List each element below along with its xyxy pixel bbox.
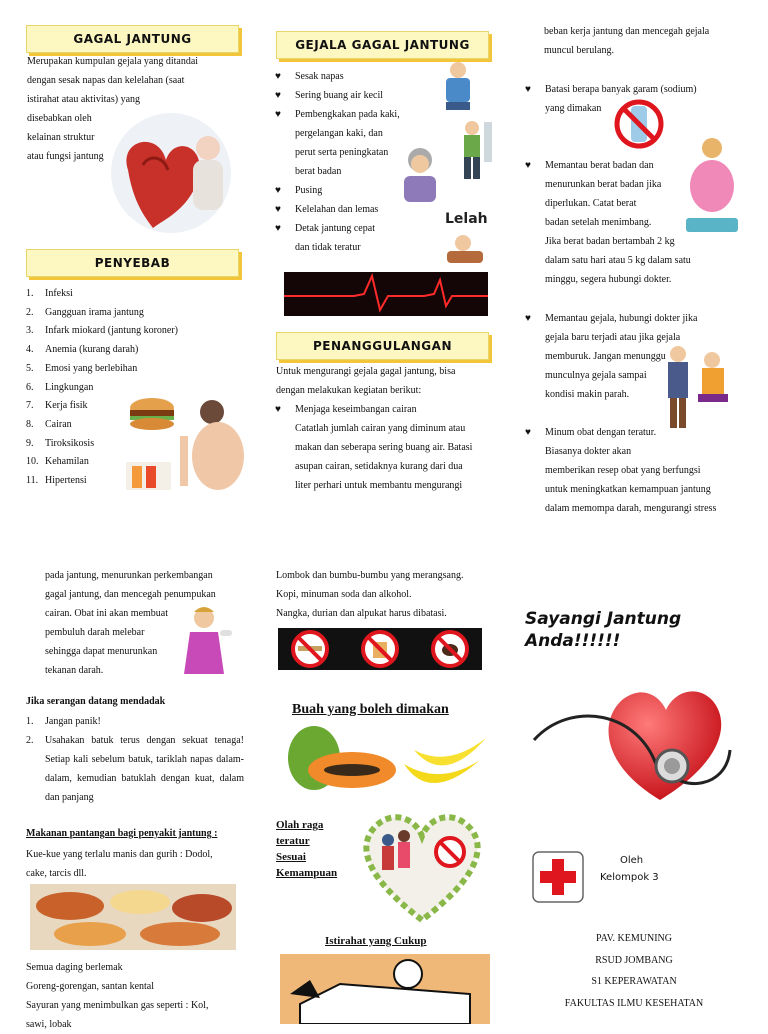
heart-anatomy-illustration xyxy=(108,110,234,236)
text-line: Kopi, minuman soda dan alkohol. xyxy=(276,589,412,600)
gejala-title: GEJALA GAGAL JANTUNG xyxy=(295,38,470,52)
text-line: kondisi makin parah. xyxy=(545,389,630,400)
list-item: 2. Usahakan batuk terus dengan sekuat tenaga! Setiap kali sebelum batuk, tariklah napas dalam-dalam, kemudian batuklah dengan kuat, dalam dan panjang xyxy=(26,735,244,803)
list-item: 6. Lingkungan xyxy=(26,381,94,393)
text-line: sehingga dapat menurunkan xyxy=(45,646,158,657)
text-line: dalam memompa darah, mengurangi stress xyxy=(545,503,717,514)
text-line: liter perhari untuk membantu mengurangi xyxy=(295,480,463,491)
prohibited-items-strip xyxy=(278,628,482,670)
text-line: tekanan darah. xyxy=(45,665,104,676)
text-line: Olah raga xyxy=(276,819,324,831)
no-alcohol-icon xyxy=(363,632,397,666)
text-line: yang dimakan xyxy=(545,103,602,114)
slogan xyxy=(525,608,681,652)
slogan-line: Anda!!!!!! xyxy=(525,631,621,651)
dizziness-illustration xyxy=(400,146,440,204)
list-item: 4. Anemia (kurang darah) xyxy=(26,344,139,356)
list-item: ♥ Kelelahan dan lemas xyxy=(275,204,379,215)
red-cross-logo xyxy=(532,851,584,903)
footer-line: S1 KEPERAWATAN xyxy=(591,976,677,987)
fatigue-illustration xyxy=(443,209,489,267)
slogan-line: Sayangi Jantung xyxy=(525,609,682,629)
text-line: istirahat atau aktivitas) yang xyxy=(27,94,141,105)
list-item: ♥ Memantau berat badan dan xyxy=(525,160,654,171)
text-line: Untuk mengurangi gejala gagal jantung, bisa xyxy=(276,366,456,377)
no-salt-icon xyxy=(613,98,665,150)
unhealthy-lifestyle-illustration xyxy=(124,396,246,496)
resting-illustration xyxy=(280,954,490,1024)
serangan-list xyxy=(26,712,244,807)
list-item: 7. Kerja fisik xyxy=(26,400,88,412)
serangan-title: Jika serangan datang mendadak xyxy=(26,696,166,707)
olahraga-label xyxy=(276,817,337,881)
footer-line: FAKULTAS ILMU KESEHATAN xyxy=(564,997,704,1009)
list-item: ♥ Minum obat dengan teratur. xyxy=(525,427,657,438)
text-line: Nangka, durian dan alpukat harus dibatasi. xyxy=(276,608,447,619)
heart-stethoscope-illustration xyxy=(530,680,740,820)
list-item: 1. Jangan panik! xyxy=(26,716,101,727)
doctor-patient-illustration xyxy=(658,342,732,432)
text-line: Biasanya dokter akan xyxy=(545,446,632,457)
list-item: ♥ Menjaga keseimbangan cairan xyxy=(275,404,417,415)
urination-illustration xyxy=(458,118,494,182)
list-item: ♥ Batasi berapa banyak garam (sodium) xyxy=(525,84,697,95)
text-line: Kemampuan xyxy=(276,867,338,879)
istirahat-label: Istirahat yang Cukup xyxy=(325,935,427,947)
list-item: 2. Gangguan irama jantung xyxy=(26,306,144,318)
text-line: Sayuran yang menimbulkan gas seperti : Kol, xyxy=(26,1000,209,1011)
text-line: Merupakan kumpulan gejala yang ditandai xyxy=(27,56,199,67)
col5-restrictions xyxy=(276,566,463,623)
text-line: memburuk. Jangan menunggu xyxy=(545,351,666,362)
penanggulangan-banner xyxy=(276,332,489,360)
woman-with-pills-illustration xyxy=(180,604,236,688)
footer-line: PAV. KEMUNING xyxy=(596,933,672,944)
text-line: dalam satu hari atau 5 kg dalam satu xyxy=(545,255,691,266)
text-line: untuk meningkatkan kemampuan jantung xyxy=(545,484,711,495)
text-line: dengan melakukan kegiatan berikut: xyxy=(276,385,422,396)
text-line: gagal jantung, dan mencegah penumpukan xyxy=(45,589,216,600)
text-line: berat badan xyxy=(295,166,342,177)
list-item: ♥ Sesak napas xyxy=(275,71,344,82)
list-item: ♥ Detak jantung cepat xyxy=(275,223,375,234)
text-line: cake, tarcis dll. xyxy=(26,868,87,879)
ecg-heartbeat-graphic xyxy=(284,272,488,316)
text-line: teratur xyxy=(276,835,310,847)
text-line: muncul berulang. xyxy=(544,45,614,56)
text-line: makan dan seberapa sering buang air. Batasi xyxy=(295,442,473,453)
text-line: Goreng-gorengan, santan kental xyxy=(26,981,155,992)
list-item: 10. Kehamilan xyxy=(26,456,89,468)
shortness-breath-illustration xyxy=(434,60,480,112)
list-item: ♥ Pembengkakan pada kaki, xyxy=(275,109,400,120)
text-line: Jika berat badan bertambah 2 kg xyxy=(545,236,675,247)
text-line: diperlukan. Catat berat xyxy=(545,198,637,209)
list-item: ♥ Memantau gejala, hubungi dokter jika xyxy=(525,313,698,324)
list-item: 8. Cairan xyxy=(26,418,72,430)
text-line: munculnya gejala sampai xyxy=(545,370,647,381)
list-item: 5. Emosi yang berlebihan xyxy=(26,362,138,374)
weight-bullet xyxy=(525,156,691,289)
penyebab-banner xyxy=(26,249,239,277)
text-line: Catatlah jumlah cairan yang diminum atau xyxy=(295,423,466,434)
oleh-label: Oleh xyxy=(620,855,644,866)
kelompok-label: Kelompok 3 xyxy=(600,872,659,883)
pantangan-more xyxy=(26,958,208,1034)
text-line: atau fungsi jantung xyxy=(27,151,104,162)
text-line: perut serta peningkatan xyxy=(295,147,389,158)
gagal-jantung-title: GAGAL JANTUNG xyxy=(73,32,192,46)
medication-bullet xyxy=(525,423,717,518)
penanggulangan-intro xyxy=(276,362,455,400)
list-item: ♥ Sering buang air kecil xyxy=(275,90,384,101)
col3-continuation xyxy=(544,22,709,60)
text-line: pada jantung, menurunkan perkembangan xyxy=(45,570,213,581)
text-line: badan setelah menimbang. xyxy=(545,217,652,228)
list-item: 9. Tiroksikosis xyxy=(26,437,95,449)
text-line: sawi, lobak xyxy=(26,1019,72,1030)
sweets-food-photo xyxy=(30,884,236,950)
pantangan-description xyxy=(26,845,213,883)
text-line: dengan sesak napas dan kelelahan (saat xyxy=(27,75,185,86)
text-line: Lombok dan bumbu-bumbu yang merangsang. xyxy=(276,570,464,581)
pantangan-title: Makanan pantangan bagi penyakit jantung : xyxy=(26,828,218,839)
text-line: minggu, segera hubungi dokter. xyxy=(545,274,672,285)
penyebab-title: PENYEBAB xyxy=(94,256,171,270)
text-line: menurunkan berat badan jika xyxy=(545,179,662,190)
healthy-heart-collage xyxy=(354,806,490,924)
list-item: 1. Infeksi xyxy=(26,288,73,299)
lelah-label: Lelah xyxy=(445,211,488,227)
text-line: gejala baru terjadi atau jika gejala xyxy=(545,332,681,343)
text-line: pembuluh darah melebar xyxy=(45,627,145,638)
text-line: beban kerja jantung dan mencegah gejala xyxy=(544,26,710,37)
text-line: disebabkan oleh xyxy=(27,113,92,124)
buah-title: Buah yang boleh dimakan xyxy=(292,702,449,717)
gagal-jantung-banner xyxy=(26,25,239,53)
text-line: Sesuai xyxy=(276,851,306,863)
no-smoking-icon xyxy=(293,632,327,666)
text-line: cairan. Obat ini akan membuat xyxy=(45,608,169,619)
text-line: asupan cairan, setidaknya kurang dari dua xyxy=(295,461,463,472)
list-item: ♥ Pusing xyxy=(275,185,323,196)
penanggulangan-title: PENANGGULANGAN xyxy=(313,339,452,353)
list-item: 3. Infark miokard (jantung koroner) xyxy=(26,325,179,337)
text-line: pergelangan kaki, dan xyxy=(295,128,383,139)
penanggulangan-list xyxy=(275,400,473,495)
footer-line: RSUD JOMBANG xyxy=(595,954,673,966)
footer-info xyxy=(520,928,748,1014)
gejala-list xyxy=(275,67,400,257)
text-line: dan tidak teratur xyxy=(295,242,361,253)
text-line: Semua daging berlemak xyxy=(26,962,123,973)
list-item: 11. Hipertensi xyxy=(26,475,87,487)
gejala-banner xyxy=(276,31,489,59)
fruits-illustration xyxy=(280,724,490,794)
weighing-scale-illustration xyxy=(680,134,744,236)
text-line: Kue-kue yang terlalu manis dan gurih : Dodol, xyxy=(26,849,213,860)
no-coffee-icon xyxy=(433,632,467,666)
text-line: kelainan struktur xyxy=(27,132,95,143)
text-line: memberikan resep obat yang berfungsi xyxy=(545,465,701,476)
